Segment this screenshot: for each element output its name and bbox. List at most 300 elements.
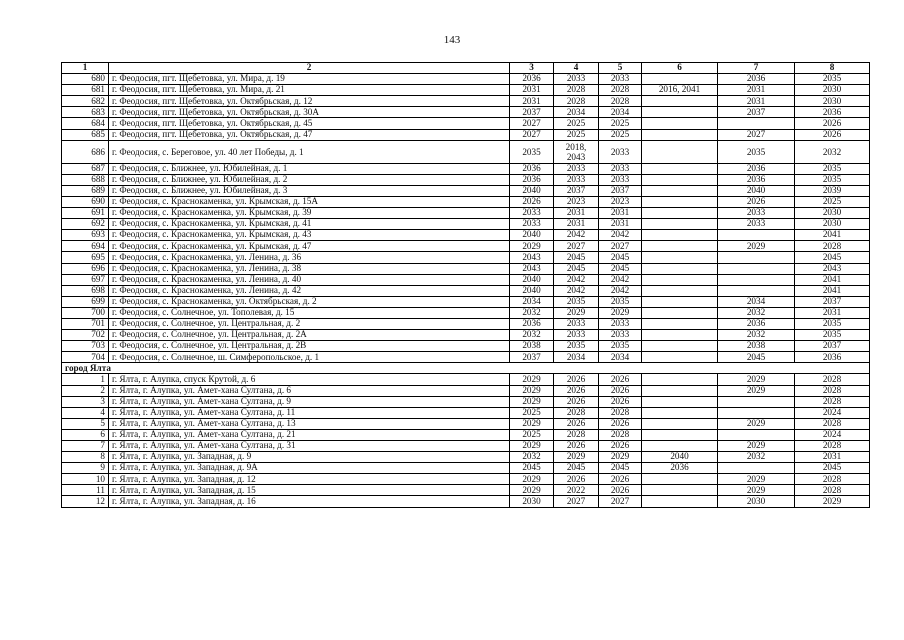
year-cell: 2037	[510, 352, 554, 363]
year-cell: 2034	[599, 107, 642, 118]
row-number: 684	[62, 118, 109, 129]
year-cell: 2035	[795, 318, 870, 329]
year-cell: 2027	[510, 129, 554, 140]
year-cell: 2042	[599, 274, 642, 285]
table-row	[62, 485, 870, 496]
row-number: 700	[62, 307, 109, 318]
table-row	[62, 441, 870, 452]
year-cell: 2036	[510, 318, 554, 329]
year-cell: 2027	[510, 118, 554, 129]
year-cell: 2028	[795, 241, 870, 252]
row-number: 6	[62, 429, 109, 440]
table-row	[62, 85, 870, 96]
year-cell: 2028	[795, 418, 870, 429]
year-cell: 2028	[554, 96, 599, 107]
year-cell: 2033	[510, 219, 554, 230]
year-cell	[642, 474, 718, 485]
year-cell: 2025	[599, 118, 642, 129]
year-cell	[642, 107, 718, 118]
row-number: 12	[62, 496, 109, 507]
year-cell: 2035	[795, 174, 870, 185]
year-cell: 2043	[795, 263, 870, 274]
year-cell: 2036	[718, 318, 795, 329]
row-number: 11	[62, 485, 109, 496]
row-number: 694	[62, 241, 109, 252]
year-cell: 2036	[718, 163, 795, 174]
year-cell: 2033	[599, 140, 642, 163]
table-row	[62, 429, 870, 440]
address-cell: г. Феодосия, с. Краснокаменка, ул. Крымская, д. 15А	[109, 196, 510, 207]
year-cell: 2022	[554, 485, 599, 496]
table-row	[62, 418, 870, 429]
year-cell: 2031	[554, 219, 599, 230]
year-cell	[718, 230, 795, 241]
year-cell	[642, 140, 718, 163]
year-cell	[718, 285, 795, 296]
year-cell: 2029	[718, 485, 795, 496]
year-cell	[642, 396, 718, 407]
year-cell: 2029	[510, 441, 554, 452]
year-cell: 2030	[718, 496, 795, 507]
year-cell: 2040	[510, 230, 554, 241]
year-cell: 2029	[510, 485, 554, 496]
row-number: 688	[62, 174, 109, 185]
year-cell: 2042	[554, 285, 599, 296]
year-cell: 2028	[554, 85, 599, 96]
year-cell	[718, 407, 795, 418]
table-row	[62, 496, 870, 507]
address-cell: г. Феодосия, с. Солнечное, ш. Симферопольское, д. 1	[109, 352, 510, 363]
year-cell: 2031	[718, 85, 795, 96]
year-cell: 2033	[599, 163, 642, 174]
address-cell: г. Феодосия, с. Краснокаменка, ул. Крымская, д. 41	[109, 219, 510, 230]
year-cell: 2043	[510, 263, 554, 274]
row-number: 687	[62, 163, 109, 174]
column-header: 1	[62, 63, 109, 74]
year-cell	[642, 74, 718, 85]
year-cell: 2023	[554, 196, 599, 207]
year-cell: 2035	[795, 74, 870, 85]
year-cell: 2029	[599, 452, 642, 463]
column-header: 8	[795, 63, 870, 74]
year-cell: 2033	[554, 174, 599, 185]
year-cell: 2038	[718, 341, 795, 352]
table-row	[62, 396, 870, 407]
year-cell: 2028	[554, 429, 599, 440]
row-number: 1	[62, 374, 109, 385]
year-cell: 2036	[718, 174, 795, 185]
year-cell: 2032	[510, 452, 554, 463]
table-row	[62, 296, 870, 307]
row-number: 683	[62, 107, 109, 118]
year-cell: 2025	[554, 118, 599, 129]
table-row	[62, 241, 870, 252]
year-cell	[718, 263, 795, 274]
table-row	[62, 96, 870, 107]
year-cell: 2029	[510, 385, 554, 396]
year-cell: 2031	[554, 208, 599, 219]
table-row	[62, 118, 870, 129]
section-title: город Ялта	[62, 363, 870, 374]
row-number: 701	[62, 318, 109, 329]
address-cell: г. Феодосия, пгт. Щебетовка, ул. Октябрьская, д. 12	[109, 96, 510, 107]
year-cell: 2035	[510, 140, 554, 163]
year-cell: 2027	[599, 496, 642, 507]
year-cell	[642, 174, 718, 185]
year-cell: 2036	[510, 163, 554, 174]
address-cell: г. Феодосия, с. Краснокаменка, ул. Октябрьская, д. 2	[109, 296, 510, 307]
year-cell	[718, 274, 795, 285]
year-cell: 2034	[554, 107, 599, 118]
table-row	[62, 219, 870, 230]
year-cell	[642, 385, 718, 396]
year-cell	[718, 396, 795, 407]
table-row	[62, 174, 870, 185]
table-row	[62, 407, 870, 418]
year-cell: 2027	[718, 129, 795, 140]
year-cell: 2016, 2041	[642, 85, 718, 96]
year-cell: 2028	[599, 407, 642, 418]
year-cell	[642, 285, 718, 296]
table-row	[62, 196, 870, 207]
row-number: 3	[62, 396, 109, 407]
year-cell: 2033	[554, 318, 599, 329]
year-cell: 2031	[795, 307, 870, 318]
year-cell: 2045	[718, 352, 795, 363]
year-cell: 2040	[510, 285, 554, 296]
year-cell: 2030	[510, 496, 554, 507]
year-cell	[642, 374, 718, 385]
year-cell: 2032	[718, 330, 795, 341]
year-cell: 2029	[599, 307, 642, 318]
year-cell: 2033	[554, 163, 599, 174]
year-cell: 2029	[718, 441, 795, 452]
row-number: 697	[62, 274, 109, 285]
year-cell: 2028	[599, 429, 642, 440]
year-cell: 2026	[599, 385, 642, 396]
year-cell: 2042	[554, 274, 599, 285]
address-cell: г. Феодосия, с. Краснокаменка, ул. Ленина, д. 40	[109, 274, 510, 285]
year-cell: 2040	[718, 185, 795, 196]
year-cell: 2033	[718, 219, 795, 230]
table-row	[62, 185, 870, 196]
table-row	[62, 452, 870, 463]
table-row	[62, 307, 870, 318]
year-cell: 2031	[510, 96, 554, 107]
year-cell: 2045	[599, 252, 642, 263]
year-cell: 2026	[795, 129, 870, 140]
year-cell: 2029	[718, 374, 795, 385]
table-row	[62, 330, 870, 341]
year-cell: 2029	[718, 474, 795, 485]
year-cell: 2031	[599, 219, 642, 230]
year-cell	[718, 463, 795, 474]
column-header: 2	[109, 63, 510, 74]
year-cell: 2037	[554, 185, 599, 196]
year-cell: 2036	[718, 74, 795, 85]
year-cell: 2026	[599, 374, 642, 385]
address-cell: г. Феодосия, с. Солнечное, ул. Центральная, д. 2В	[109, 341, 510, 352]
row-number: 685	[62, 129, 109, 140]
address-cell: г. Ялта, г. Алупка, ул. Амет-хана Султана, д. 31	[109, 441, 510, 452]
year-cell: 2026	[599, 485, 642, 496]
year-cell	[642, 296, 718, 307]
address-cell: г. Феодосия, с. Береговое, ул. 40 лет Победы, д. 1	[109, 140, 510, 163]
table-row	[62, 230, 870, 241]
year-cell: 2029	[554, 452, 599, 463]
address-cell: г. Ялта, г. Алупка, ул. Амет-хана Султана, д. 13	[109, 418, 510, 429]
year-cell: 2045	[554, 252, 599, 263]
year-cell: 2042	[599, 285, 642, 296]
year-cell: 2028	[795, 385, 870, 396]
year-cell: 2034	[554, 352, 599, 363]
table-body	[62, 74, 870, 507]
table-row	[62, 107, 870, 118]
address-cell: г. Феодосия, с. Краснокаменка, ул. Ленина, д. 38	[109, 263, 510, 274]
address-cell: г. Феодосия, с. Ближнее, ул. Юбилейная, д. 3	[109, 185, 510, 196]
table-row	[62, 474, 870, 485]
year-cell: 2032	[510, 330, 554, 341]
year-cell: 2030	[795, 96, 870, 107]
table-row	[62, 252, 870, 263]
year-cell: 2031	[718, 96, 795, 107]
year-cell: 2023	[599, 196, 642, 207]
schedule-table	[61, 62, 870, 508]
year-cell	[642, 341, 718, 352]
address-cell: г. Феодосия, с. Солнечное, ул. Центральная, д. 2А	[109, 330, 510, 341]
year-cell	[642, 318, 718, 329]
year-cell	[642, 208, 718, 219]
year-cell: 2032	[795, 140, 870, 163]
address-cell: г. Феодосия, пгт. Щебетовка, ул. Октябрьская, д. 45	[109, 118, 510, 129]
year-cell: 2037	[599, 185, 642, 196]
year-cell: 2045	[795, 252, 870, 263]
address-cell: г. Феодосия, с. Ближнее, ул. Юбилейная, д. 1	[109, 163, 510, 174]
year-cell: 2025	[599, 129, 642, 140]
year-cell: 2027	[599, 241, 642, 252]
address-cell: г. Ялта, г. Алупка, ул. Западная, д. 9А	[109, 463, 510, 474]
year-cell: 2024	[795, 429, 870, 440]
address-cell: г. Феодосия, с. Краснокаменка, ул. Ленина, д. 42	[109, 285, 510, 296]
year-cell: 2029	[718, 418, 795, 429]
year-cell: 2033	[554, 330, 599, 341]
year-cell: 2029	[510, 418, 554, 429]
year-cell: 2026	[795, 118, 870, 129]
year-cell: 2026	[554, 418, 599, 429]
table-row	[62, 352, 870, 363]
year-cell	[642, 496, 718, 507]
year-cell: 2030	[795, 85, 870, 96]
address-cell: г. Феодосия, пгт. Щебетовка, ул. Октябрьская, д. 30А	[109, 107, 510, 118]
row-number: 10	[62, 474, 109, 485]
year-cell: 2026	[554, 441, 599, 452]
address-cell: г. Ялта, г. Алупка, ул. Западная, д. 15	[109, 485, 510, 496]
year-cell: 2028	[795, 474, 870, 485]
year-cell	[642, 307, 718, 318]
year-cell: 2036	[642, 463, 718, 474]
year-cell: 2031	[795, 452, 870, 463]
year-cell	[642, 485, 718, 496]
row-number: 682	[62, 96, 109, 107]
year-cell	[718, 118, 795, 129]
year-cell: 2034	[599, 352, 642, 363]
year-cell	[642, 196, 718, 207]
year-cell: 2032	[510, 307, 554, 318]
year-cell: 2029	[510, 396, 554, 407]
year-cell	[718, 252, 795, 263]
year-cell: 2029	[718, 385, 795, 396]
address-cell: г. Феодосия, с. Краснокаменка, ул. Крымская, д. 39	[109, 208, 510, 219]
year-cell: 2043	[510, 252, 554, 263]
section-row	[62, 363, 870, 374]
year-cell: 2033	[599, 74, 642, 85]
year-cell: 2026	[554, 374, 599, 385]
year-cell: 2025	[510, 429, 554, 440]
year-cell: 2029	[554, 307, 599, 318]
year-cell: 2032	[718, 452, 795, 463]
year-cell: 2045	[599, 263, 642, 274]
table-row	[62, 263, 870, 274]
row-number: 2	[62, 385, 109, 396]
year-cell: 2045	[510, 463, 554, 474]
row-number: 699	[62, 296, 109, 307]
address-cell: г. Феодосия, с. Краснокаменка, ул. Крымская, д. 47	[109, 241, 510, 252]
address-cell: г. Ялта, г. Алупка, ул. Амет-хана Султана, д. 9	[109, 396, 510, 407]
row-number: 692	[62, 219, 109, 230]
address-cell: г. Ялта, г. Алупка, ул. Западная, д. 16	[109, 496, 510, 507]
year-cell	[642, 352, 718, 363]
row-number: 681	[62, 85, 109, 96]
year-cell	[642, 263, 718, 274]
year-cell: 2028	[554, 407, 599, 418]
year-cell	[642, 252, 718, 263]
year-cell: 2027	[554, 241, 599, 252]
year-cell: 2034	[718, 296, 795, 307]
row-number: 5	[62, 418, 109, 429]
address-cell: г. Ялта, г. Алупка, ул. Амет-хана Султана, д. 21	[109, 429, 510, 440]
year-cell	[642, 129, 718, 140]
year-cell: 2036	[795, 352, 870, 363]
row-number: 691	[62, 208, 109, 219]
year-cell: 2031	[599, 208, 642, 219]
year-cell: 2038	[510, 341, 554, 352]
year-cell: 2028	[599, 96, 642, 107]
year-cell: 2028	[795, 441, 870, 452]
year-cell: 2030	[795, 219, 870, 230]
year-cell	[642, 96, 718, 107]
year-cell: 2026	[599, 441, 642, 452]
row-number: 690	[62, 196, 109, 207]
year-cell: 2026	[554, 385, 599, 396]
year-cell: 2028	[795, 485, 870, 496]
table-row	[62, 385, 870, 396]
table-row	[62, 463, 870, 474]
year-cell: 2035	[599, 341, 642, 352]
year-cell: 2026	[599, 474, 642, 485]
address-cell: г. Феодосия, пгт. Щебетовка, ул. Мира, д. 21	[109, 85, 510, 96]
year-cell	[642, 441, 718, 452]
row-number: 7	[62, 441, 109, 452]
year-cell: 2035	[795, 330, 870, 341]
year-cell: 2031	[510, 85, 554, 96]
year-cell	[642, 274, 718, 285]
year-cell: 2045	[599, 463, 642, 474]
address-cell: г. Феодосия, с. Солнечное, ул. Центральная, д. 2	[109, 318, 510, 329]
year-cell: 2042	[554, 230, 599, 241]
year-cell: 2041	[795, 274, 870, 285]
year-cell: 2032	[718, 307, 795, 318]
year-cell: 2045	[554, 263, 599, 274]
address-cell: г. Феодосия, пгт. Щебетовка, ул. Мира, д. 19	[109, 74, 510, 85]
year-cell	[642, 241, 718, 252]
column-header: 6	[642, 63, 718, 74]
address-cell: г. Ялта, г. Алупка, ул. Западная, д. 12	[109, 474, 510, 485]
column-header: 7	[718, 63, 795, 74]
year-cell: 2036	[795, 107, 870, 118]
year-cell: 2029	[718, 241, 795, 252]
year-cell: 2033	[510, 208, 554, 219]
year-cell	[642, 418, 718, 429]
year-cell: 2030	[795, 208, 870, 219]
row-number: 9	[62, 463, 109, 474]
year-cell: 2026	[510, 196, 554, 207]
row-number: 702	[62, 330, 109, 341]
table-row	[62, 374, 870, 385]
year-cell: 2025	[510, 407, 554, 418]
row-number: 695	[62, 252, 109, 263]
year-cell: 2024	[795, 407, 870, 418]
table-row	[62, 318, 870, 329]
year-cell: 2033	[718, 208, 795, 219]
year-cell	[642, 163, 718, 174]
column-header: 3	[510, 63, 554, 74]
year-cell	[718, 429, 795, 440]
year-cell: 2029	[510, 474, 554, 485]
address-cell: г. Ялта, г. Алупка, спуск Крутой, д. 6	[109, 374, 510, 385]
year-cell: 2035	[554, 341, 599, 352]
year-cell: 2035	[599, 296, 642, 307]
year-cell: 2026	[554, 474, 599, 485]
row-number: 8	[62, 452, 109, 463]
year-cell: 2026	[718, 196, 795, 207]
column-header: 4	[554, 63, 599, 74]
table-row	[62, 274, 870, 285]
year-cell: 2035	[554, 296, 599, 307]
year-cell: 2033	[599, 174, 642, 185]
year-cell: 2028	[795, 374, 870, 385]
year-cell: 2045	[795, 463, 870, 474]
address-cell: г. Феодосия, пгт. Щебетовка, ул. Октябрьская, д. 47	[109, 129, 510, 140]
year-cell: 2033	[599, 318, 642, 329]
year-cell: 2035	[718, 140, 795, 163]
year-cell	[642, 330, 718, 341]
year-cell: 2029	[795, 496, 870, 507]
year-cell: 2033	[554, 74, 599, 85]
address-cell: г. Ялта, г. Алупка, ул. Амет-хана Султана, д. 11	[109, 407, 510, 418]
address-cell: г. Феодосия, с. Солнечное, ул. Тополевая, д. 15	[109, 307, 510, 318]
year-cell	[642, 185, 718, 196]
row-number: 704	[62, 352, 109, 363]
year-cell: 2037	[795, 296, 870, 307]
year-cell: 2036	[510, 74, 554, 85]
year-cell: 2040	[642, 452, 718, 463]
year-cell	[642, 230, 718, 241]
year-cell: 2041	[795, 285, 870, 296]
row-number: 680	[62, 74, 109, 85]
row-number: 696	[62, 263, 109, 274]
year-cell: 2028	[795, 396, 870, 407]
table-row	[62, 74, 870, 85]
